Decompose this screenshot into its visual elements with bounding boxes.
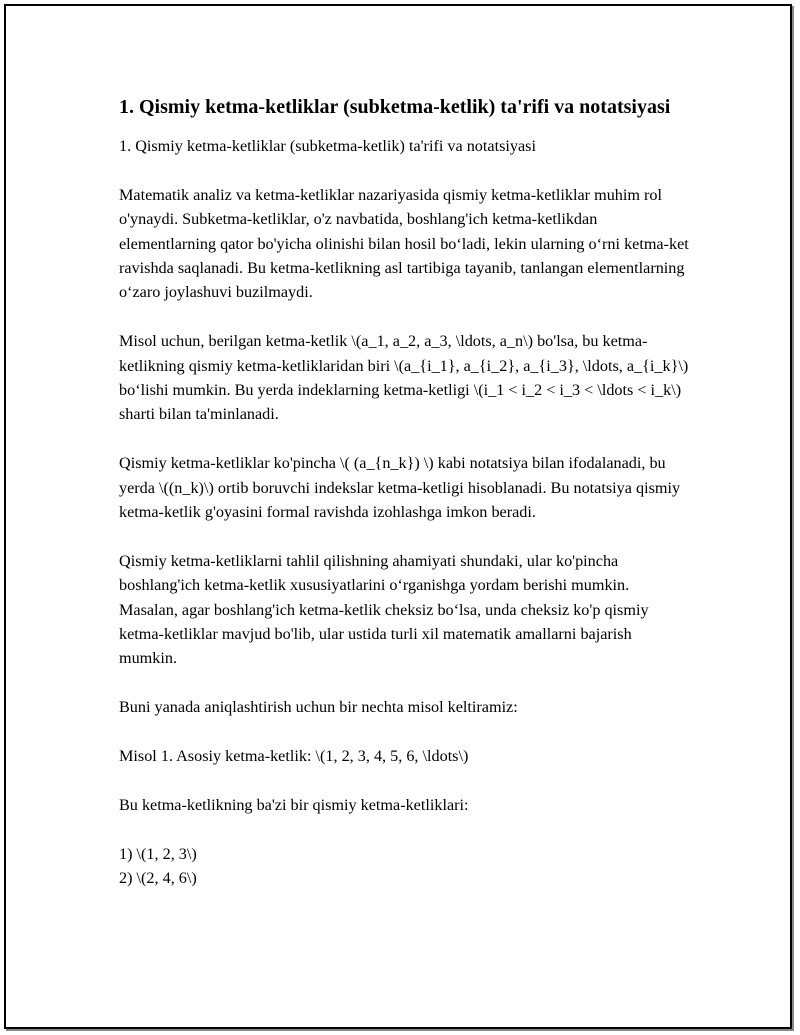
document-body xyxy=(119,92,689,890)
list-item: 2) \(2, 4, 6\) xyxy=(119,869,197,888)
paragraph-subsequences-intro: Bu ketma-ketlikning ba'zi bir qismiy ketma-ketliklari: xyxy=(119,795,469,814)
section-heading: 1. Qismiy ketma-ketliklar (subketma-ketlik) ta'rifi va notatsiyasi xyxy=(119,96,671,118)
list-item: 1) \(1, 2, 3\) xyxy=(119,844,197,863)
paragraph-importance: Qismiy ketma-ketliklarni tahlil qilishning ahamiyati shundaki, ular ko'pincha boshlang'ich ketma-ketlik xususiyatlarini o‘rganishga yordam berishi mumkin. Masalan, agar boshlang'ich ketma-ketlik cheksiz bo‘lsa, unda cheksiz ko'p qismiy ketma-ketliklar mavjud bo'lib, ular ustida turli xil matematik amallarni bajarish mumkin. xyxy=(119,551,649,668)
section-subheading: 1. Qismiy ketma-ketliklar (subketma-ketlik) ta'rifi va notatsiyasi xyxy=(119,137,536,155)
paragraph-example-1: Misol 1. Asosiy ketma-ketlik: \(1, 2, 3, 4, 5, 6, \ldots\) xyxy=(119,747,469,766)
document-page xyxy=(4,4,792,1029)
paragraph-lead-in: Buni yanada aniqlashtirish uchun bir nechta misol keltiramiz: xyxy=(119,698,518,717)
paragraph-example: Misol uchun, berilgan ketma-ketlik \(a_1, a_2, a_3, \ldots, a_n\) bo'lsa, bu ketma-ketlikning qismiy ketma-ketliklaridan biri \(a_{i_1}, a_{i_2}, a_{i_3}, \ldots, a_{i_k}\) bo‘lishi mumkin. Bu yerda indeklarning ketma-ketligi \(i_1 < i_2 < i_3 < \ldots < i_k\) sharti bilan ta'minlanadi. xyxy=(119,332,689,424)
paragraph-intro: Matematik analiz va ketma-ketliklar nazariyasida qismiy ketma-ketliklar muhim rol o'ynaydi. Subketma-ketliklar, o'z navbatida, boshlang'ich ketma-ketlikdan elementlarning qator bo'yicha olinishi bilan hosil bo‘ladi, lekin ularning o‘rni ketma-ket ravishda saqlanadi. Bu ketma-ketlikning asl tartibiga tayanib, tanlangan elementlarning o‘zaro joylashuvi buzilmaydi. xyxy=(119,185,689,302)
paragraph-notation: Qismiy ketma-ketliklar ko'pincha \( (a_{n_k}) \) kabi notatsiya bilan ifodalanadi, bu yerda \((n_k)\) ortib boruvchi indekslar ketma-ketligi hisoblanadi. Bu notatsiya qismiy ketma-ketlik g'oyasini formal ravishda izohlashga imkon beradi. xyxy=(119,454,681,522)
